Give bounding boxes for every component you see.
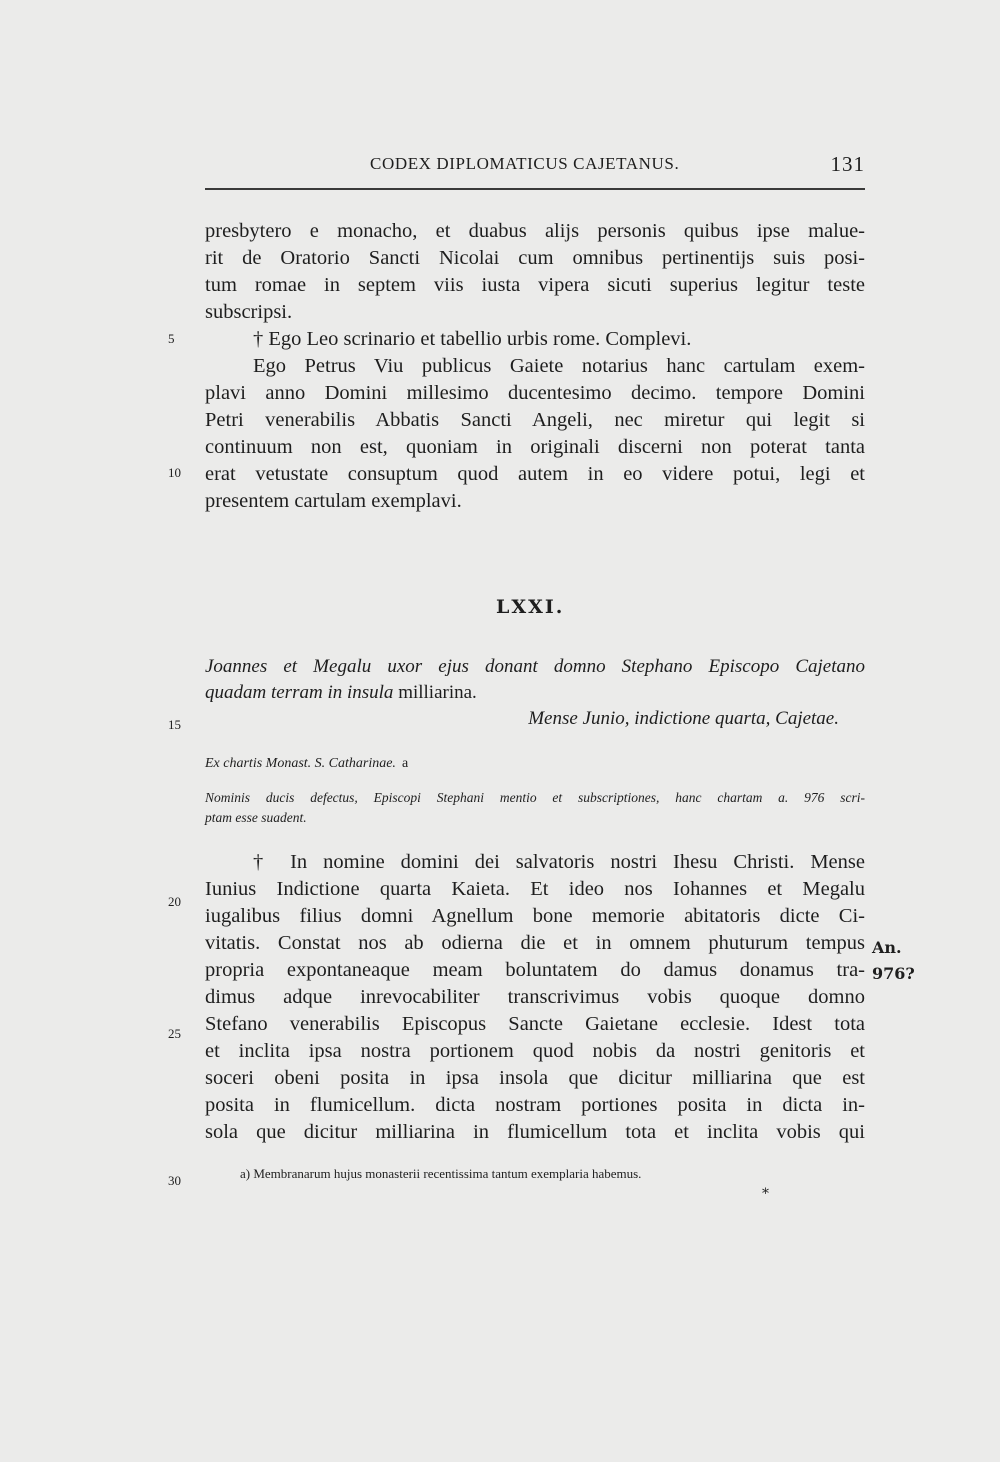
running-title: CODEX DIPLOMATICUS CAJETANUS. (370, 154, 680, 173)
line-number: 15 (168, 717, 181, 732)
footer-star-mark: * (762, 1186, 769, 1202)
text-line: propria expontaneaque meam boluntatem do damus donamus tra- (205, 959, 865, 981)
text-line: sola que dicitur milliarina in flumicellum tota et inclita vobis qui (205, 1121, 865, 1143)
text-line: et inclita ipsa nostra portionem quod nobis da nostri genitoris et (205, 1040, 865, 1062)
editorial-note (205, 788, 865, 828)
margin-year-value: 976? (872, 964, 915, 983)
margin-year-label: An. (872, 938, 902, 957)
charter-text (205, 849, 865, 1146)
line-number: 25 (168, 1026, 181, 1041)
text-line: Petri venerabilis Abbatis Sancti Angeli, nec miretur qui legit si (205, 409, 865, 431)
text-line: vitatis. Constat nos ab odierna die et in omnem phuturum tempus (205, 932, 865, 954)
note-line: Nominis ducis defectus, Episcopi Stephani mentio et subscriptiones, hanc chartam a. 976 scri- (205, 790, 865, 805)
margin-year (872, 935, 934, 987)
text-line: plavi anno Domini millesimo ducentesimo decimo. tempore Domini (205, 382, 865, 404)
note-line: ptam esse suadent. (205, 810, 307, 825)
text-line: erat vetustate consuptum quod autem in eo videre potui, legi et (205, 463, 865, 485)
text-line: tum romae in septem viis iusta vipera sicuti superius legitur teste (205, 274, 865, 296)
text-line: Iunius Indictione quarta Kaieta. Et ideo nos Iohannes et Megalu (205, 878, 865, 900)
text-line: Ego Petrus Viu publicus Gaiete notarius hanc cartulam exem- (253, 355, 865, 377)
text-line: continuum non est, quoniam in originali discerni non poterat tanta (205, 436, 865, 458)
text-line: presentem cartulam exemplavi. (205, 490, 462, 512)
text-line: rit de Oratorio Sancti Nicolai cum omnibus pertinentijs suis posi- (205, 247, 865, 269)
footnote: a) Membranarum hujus monasterii recentissima tantum exemplaria habemus. (240, 1166, 642, 1181)
summary-line: Joannes et Megalu uxor ejus donant domno Stephano Episcopo Cajetano (205, 656, 865, 677)
summary-line (205, 680, 865, 706)
line-number: 5 (168, 331, 175, 346)
charter-summary (205, 654, 865, 732)
page-number: 131 (830, 152, 865, 176)
summary-italic: quadam terram in insula (205, 682, 394, 703)
continuation-text (205, 218, 865, 515)
text-line: Stefano venerabilis Episcopus Sancte Gaietane ecclesie. Idest tota (205, 1013, 865, 1035)
header-rule (205, 188, 865, 190)
text-line: dimus adque inrevocabiliter transcrivimus vobis quoque domno (205, 986, 865, 1008)
summary-date: Mense Junio, indictione quarta, Cajetae. (528, 708, 839, 729)
text-line: iugalibus filius domni Agnellum bone memorie abitatoris dicte Ci- (205, 905, 865, 927)
text-line: † In nomine domini dei salvatoris nostri Ihesu Christi. Mense (253, 851, 865, 873)
source-line (205, 756, 408, 772)
line-number: 30 (168, 1173, 181, 1188)
text-line: soceri obeni posita in ipsa insola que dicitur milliarina que est (205, 1067, 865, 1089)
summary-roman: milliarina. (393, 682, 477, 703)
source-text: Ex chartis Monast. S. Catharinae. (205, 756, 396, 771)
footnote-mark: a (401, 756, 409, 771)
running-head (205, 154, 865, 178)
line-number: 20 (168, 894, 181, 909)
text-line: posita in flumicellum. dicta nostram portiones posita in dicta in- (205, 1094, 865, 1116)
text-line: † Ego Leo scrinario et tabellio urbis rome. Complevi. (253, 328, 692, 350)
text-line: presbytero e monacho, et duabus alijs personis quibus ipse malue- (205, 220, 865, 242)
line-number: 10 (168, 465, 181, 480)
text-line: subscripsi. (205, 301, 293, 323)
section-number: LXXI. (496, 596, 565, 618)
